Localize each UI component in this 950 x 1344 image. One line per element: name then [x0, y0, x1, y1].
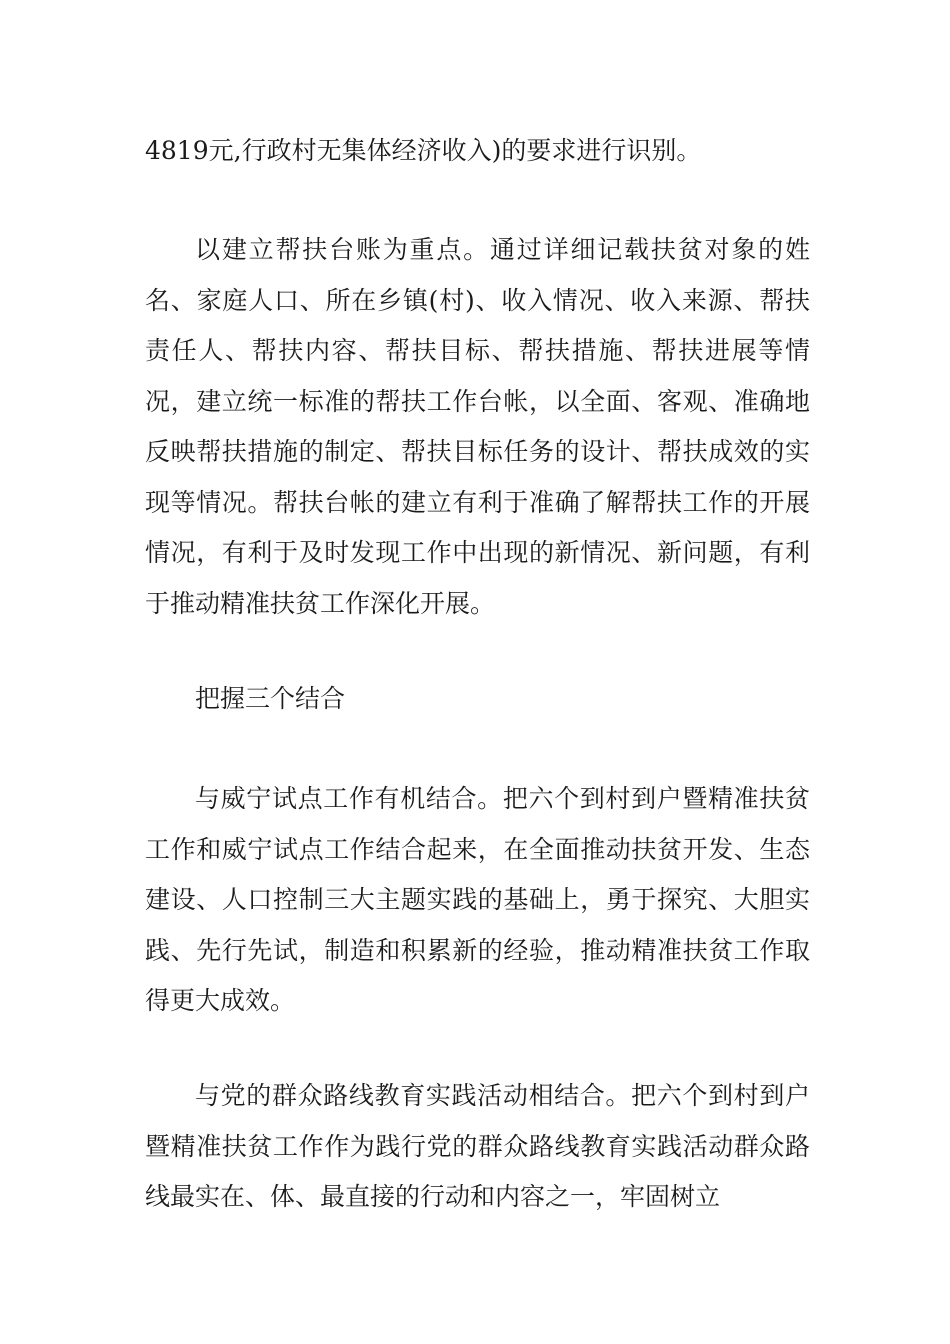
- paragraph-mass-line: 与党的群众路线教育实践活动相结合。把六个到村到户暨精准扶贫工作作为践行党的群众路线教育实践活动群众路线最实在、体、最直接的行动和内容之一，牢固树立: [145, 1081, 810, 1211]
- section-heading: 把握三个结合: [195, 684, 346, 713]
- paragraph-weining-pilot: 与威宁试点工作有机结合。把六个到村到户暨精准扶贫工作和威宁试点工作结合起来，在全面推动扶贫开发、生态建设、人口控制三大主题实践的基础上，勇于探究、大胆实践、先行先试，制造和积累新的经验，推动精准扶贫工作取得更大成效。: [145, 784, 810, 1015]
- paragraph-continuation: 4819元,行政村无集体经济收入)的要求进行识别。: [145, 136, 702, 165]
- paragraph-ledger: 以建立帮扶台账为重点。通过详细记载扶贫对象的姓名、家庭人口、所在乡镇(村)、收入情况、收入来源、帮扶责任人、帮扶内容、帮扶目标、帮扶措施、帮扶进展等情况，建立统一标准的帮扶工作台帐，以全面、客观、准确地反映帮扶措施的制定、帮扶目标任务的设计、帮扶成效的实现等情况。帮扶台帐的建立有利于准确了解帮扶工作的开展情况，有利于及时发现工作中出现的新情况、新问题，有利于推动精准扶贫工作深化开展。: [145, 235, 810, 618]
